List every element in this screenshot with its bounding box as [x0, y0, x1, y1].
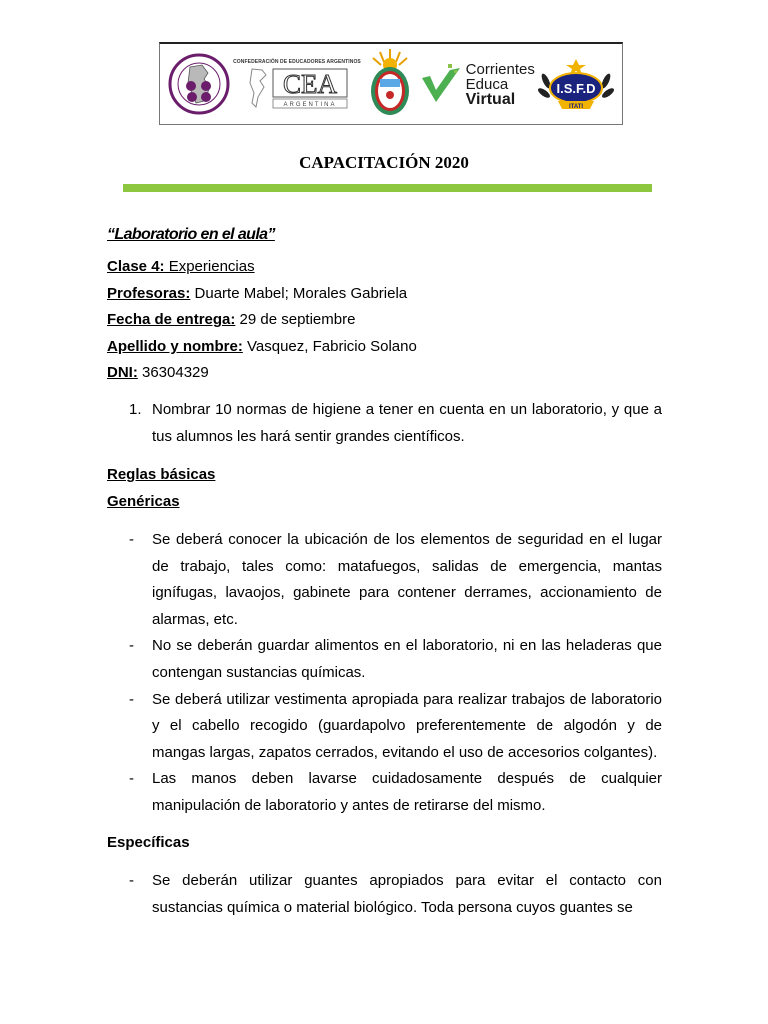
list-item-text: Se deberá utilizar vestimenta apropiada para realizar trabajos de laboratorio y el cabello recogido (guardapolvo preferentemente de algodón y de mangas largas, zapatos cerrados, evitando el uso de accesorios colgantes).: [152, 690, 662, 761]
section-genericas: Genéricas: [107, 493, 180, 510]
dash-marker: -: [129, 531, 134, 548]
list-item-text: Se deberán utilizar guantes apropiados para evitar el contacto con sustancias química o material biológico. Toda persona cuyos guantes se: [152, 872, 662, 916]
section-especificas: Específicas: [107, 834, 190, 851]
list-item: [107, 766, 662, 819]
list-item-text: Se deberá conocer la ubicación de los elementos de seguridad en el lugar de trabajo, tales como: matafuegos, salidas de emergencia, mantas ignífugas, lavaojos, gabinete para contener derrames, accionamiento de alarmas, etc.: [152, 531, 662, 628]
list-item: [107, 527, 662, 633]
argentina-map-icon: [246, 67, 272, 109]
document-title: CAPACITACIÓN 2020: [299, 153, 469, 172]
dash-marker: -: [129, 770, 134, 788]
list-item-text: No se deberán guardar alimentos en el laboratorio, ni en las heladeras que contengan sustancias químicas.: [152, 637, 662, 681]
isfd-logo: [538, 55, 614, 113]
section-reglas-basicas: Reglas básicas: [107, 466, 216, 483]
ctes-line-1: Corrientes: [465, 60, 535, 78]
isfd-sub-text: ITATI: [569, 104, 584, 110]
question-number: 1.: [129, 401, 142, 418]
cea-sub-text: ARGENTINA: [283, 101, 337, 108]
document-subtitle: “Laboratorio en el aula”: [107, 226, 275, 243]
ctes-line-2: Educa: [465, 75, 509, 93]
acdp-logo: [168, 53, 230, 115]
cea-logo: [233, 59, 361, 110]
list-item: [107, 868, 662, 921]
especificas-list: [107, 868, 662, 921]
list-item: [107, 633, 662, 686]
cea-text: CEA: [282, 68, 337, 99]
title-divider: [123, 184, 652, 192]
logo-banner: [159, 42, 623, 125]
check-icon: [420, 62, 462, 106]
dash-marker: -: [129, 872, 134, 889]
corrientes-coat-of-arms: [364, 47, 416, 121]
list-item-text: Las manos deben lavarse cuidadosamente después de cualquier manipulación de laboratorio y antes de retirarse del mismo.: [152, 770, 662, 814]
corrientes-educa-virtual-logo: [420, 62, 535, 107]
dash-marker: -: [129, 637, 134, 655]
profesoras-label: Profesoras:: [107, 284, 191, 302]
cea-top-text: CONFEDERACIÓN DE EDUCADORES ARGENTINOS: [233, 58, 361, 65]
list-item: [107, 687, 662, 767]
genericas-list: [107, 527, 662, 820]
clase-value: Experiencias: [164, 258, 255, 275]
ctes-line-3: Virtual: [465, 90, 516, 108]
apellido-value: Vasquez, Fabricio Solano: [242, 337, 417, 355]
profesoras-value: Duarte Mabel; Morales Gabriela: [190, 284, 408, 302]
isfd-text: I.S.F.D: [556, 81, 596, 96]
apellido-label: Apellido y nombre:: [107, 337, 243, 355]
meta-block: [107, 254, 662, 387]
fecha-value: 29 de septiembre: [235, 311, 356, 329]
question-1: [107, 397, 662, 450]
dni-label: DNI:: [107, 364, 138, 382]
dash-marker: -: [129, 690, 134, 708]
dni-value: 36304329: [137, 364, 209, 382]
fecha-label: Fecha de entrega:: [107, 311, 236, 329]
question-text: Nombrar 10 normas de higiene a tener en cuenta en un laboratorio, y que a tus alumnos les hará sentir grandes científicos.: [152, 401, 662, 445]
clase-label: Clase 4:: [107, 258, 165, 275]
